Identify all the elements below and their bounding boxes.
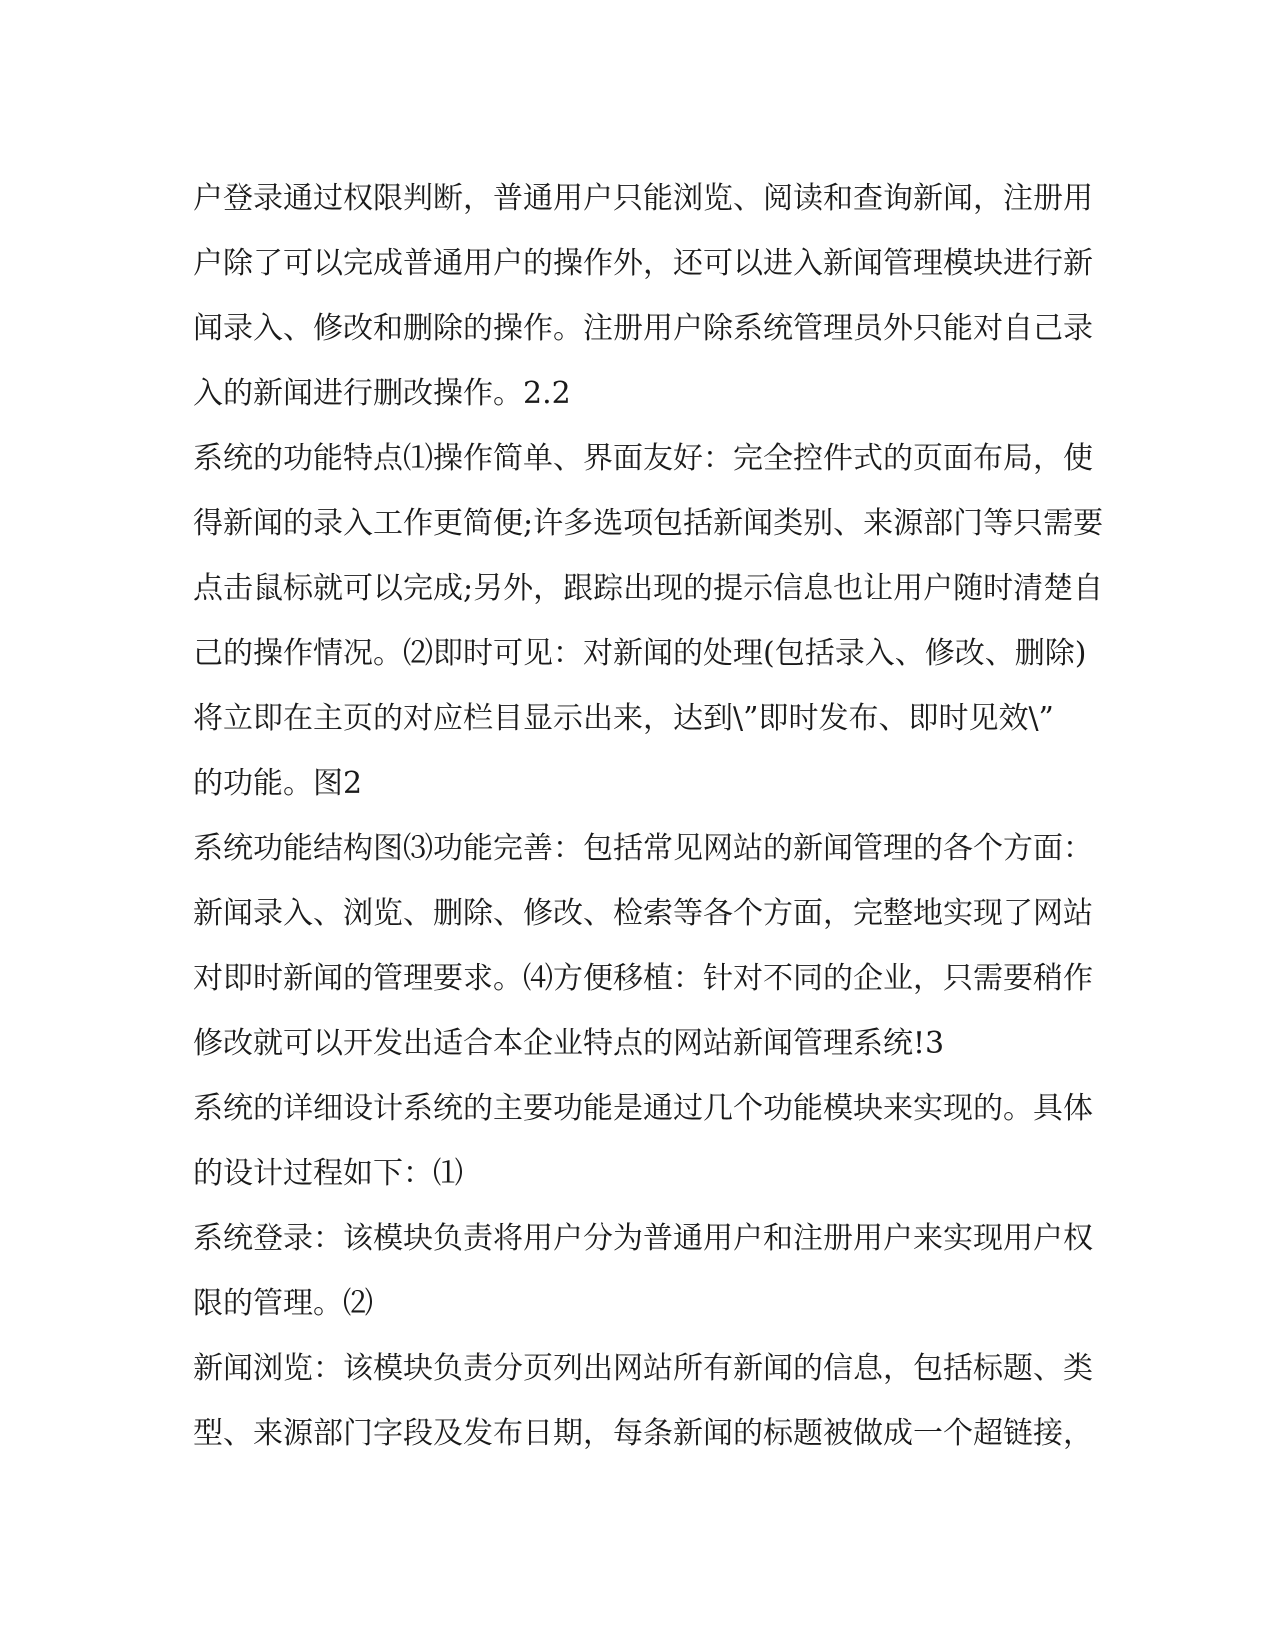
text-line: 型、来源部门字段及发布日期，每条新闻的标题被做成一个超链接， <box>193 1416 1093 1451</box>
text-line: 的设计过程如下：⑴ <box>193 1156 463 1191</box>
text-line: 系统的详细设计系统的主要功能是通过几个功能模块来实现的。具体 <box>193 1091 1093 1126</box>
text-line: 新闻浏览：该模块负责分页列出网站所有新闻的信息，包括标题、类 <box>193 1351 1093 1386</box>
text-line: 入的新闻进行删改操作。2.2 <box>193 376 571 411</box>
text-line: 新闻录入、浏览、删除、修改、检索等各个方面，完整地实现了网站 <box>193 896 1093 931</box>
text-line: 系统功能结构图⑶功能完善：包括常见网站的新闻管理的各个方面： <box>193 831 1093 866</box>
text-line: 对即时新闻的管理要求。⑷方便移植：针对不同的企业，只需要稍作 <box>193 961 1093 996</box>
text-line: 系统的功能特点⑴操作简单、界面友好：完全控件式的页面布局，使 <box>193 441 1093 476</box>
text-line: 系统登录：该模块负责将用户分为普通用户和注册用户来实现用户权 <box>193 1221 1093 1256</box>
body-text <box>193 166 1104 1466</box>
text-line: 将立即在主页的对应栏目显示出来，达到\”即时发布、即时见效\” <box>193 701 1054 736</box>
text-line: 己的操作情况。⑵即时可见：对新闻的处理(包括录入、修改、删除) <box>193 636 1087 671</box>
text-line: 闻录入、修改和删除的操作。注册用户除系统管理员外只能对自己录 <box>193 311 1093 346</box>
text-line: 户登录通过权限判断，普通用户只能浏览、阅读和查询新闻，注册用 <box>193 181 1093 216</box>
text-line: 限的管理。⑵ <box>193 1286 373 1321</box>
text-line: 点击鼠标就可以完成;另外，跟踪出现的提示信息也让用户随时清楚自 <box>193 571 1104 606</box>
text-line: 的功能。图2 <box>193 766 363 801</box>
text-line: 得新闻的录入工作更简便;许多选项包括新闻类别、来源部门等只需要 <box>193 506 1104 541</box>
text-line: 修改就可以开发出适合本企业特点的网站新闻管理系统!3 <box>193 1026 945 1061</box>
text-line: 户除了可以完成普通用户的操作外，还可以进入新闻管理模块进行新 <box>193 246 1093 281</box>
